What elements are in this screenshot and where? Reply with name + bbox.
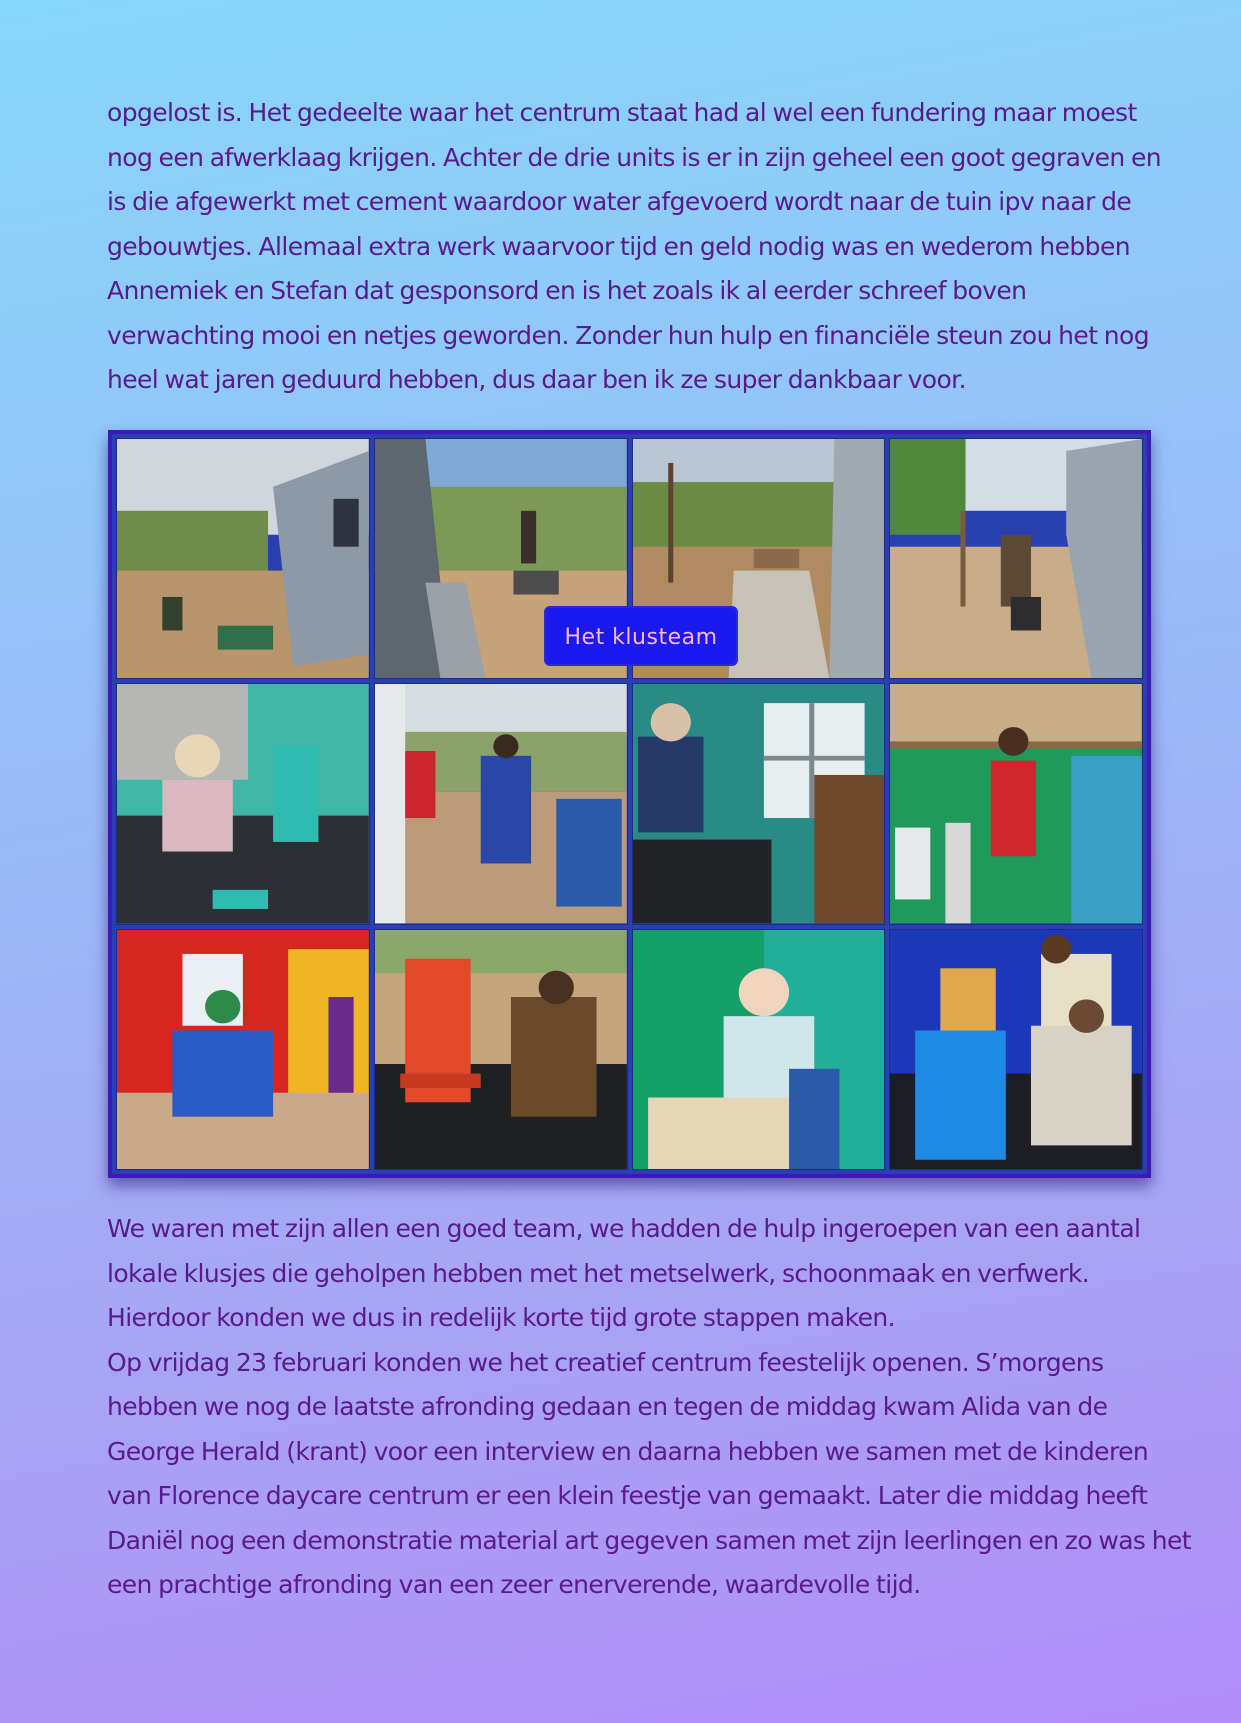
collage-photo <box>889 438 1143 679</box>
collage-caption: Het klusteam <box>544 606 738 666</box>
collage-photo <box>889 683 1143 924</box>
text-line: lokale klusjes die geholpen hebben met het metselwerk, schoonmaak en verfwerk. <box>107 1258 1090 1288</box>
collage-photo <box>116 438 370 679</box>
text-line: Op vrijdag 23 februari konden we het creatief centrum feestelijk openen. S’morgens <box>107 1347 1104 1377</box>
collage-photo <box>889 929 1143 1170</box>
collage-photo <box>116 683 370 924</box>
text-line: opgelost is. Het gedeelte waar het centrum staat had al wel een fundering maar moest <box>107 98 1137 127</box>
text-line: van Florence daycare centrum er een klein feestje van gemaakt. Later die middag heeft <box>107 1481 1148 1510</box>
collage-photo <box>374 683 628 924</box>
body-paragraph-1 <box>107 91 1161 403</box>
text-line: heel wat jaren geduurd hebben, dus daar ben ik ze super dankbaar voor. <box>107 365 966 394</box>
collage-photo <box>632 683 886 924</box>
collage-photo <box>632 929 886 1170</box>
collage-photo <box>374 929 628 1170</box>
text-line: George Herald (krant) voor een interview en daarna hebben we samen met de kinderen <box>107 1436 1149 1466</box>
text-line: We waren met zijn allen een goed team, we hadden de hulp ingeroepen van een aantal <box>107 1214 1141 1243</box>
photo-collage <box>108 430 1151 1178</box>
text-line: gebouwtjes. Allemaal extra werk waarvoor tijd en geld nodig was en wederom hebben <box>107 231 1130 261</box>
text-line: Annemiek en Stefan dat gesponsord en is het zoals ik al eerder schreef boven <box>107 276 1027 305</box>
text-line: Hierdoor konden we dus in redelijk korte tijd grote stappen maken. <box>107 1303 895 1332</box>
collage-photo <box>116 929 370 1170</box>
text-line: hebben we nog de laatste afronding gedaan en tegen de middag kwam Alida van de <box>107 1392 1108 1421</box>
text-line: Daniël nog een demonstratie material art gegeven samen met zijn leerlingen en zo was het <box>107 1525 1191 1555</box>
text-line: een prachtige afronding van een zeer enerverende, waardevolle tijd. <box>107 1570 921 1599</box>
text-line: is die afgewerkt met cement waardoor water afgevoerd wordt naar de tuin ipv naar de <box>107 187 1132 216</box>
text-line: nog een afwerklaag krijgen. Achter de drie units is er in zijn geheel een goot gegraven en <box>107 142 1161 172</box>
body-paragraph-2 <box>107 1207 1191 1608</box>
text-line: verwachting mooi en netjes geworden. Zonder hun hulp en financiële steun zou het nog <box>107 320 1149 350</box>
